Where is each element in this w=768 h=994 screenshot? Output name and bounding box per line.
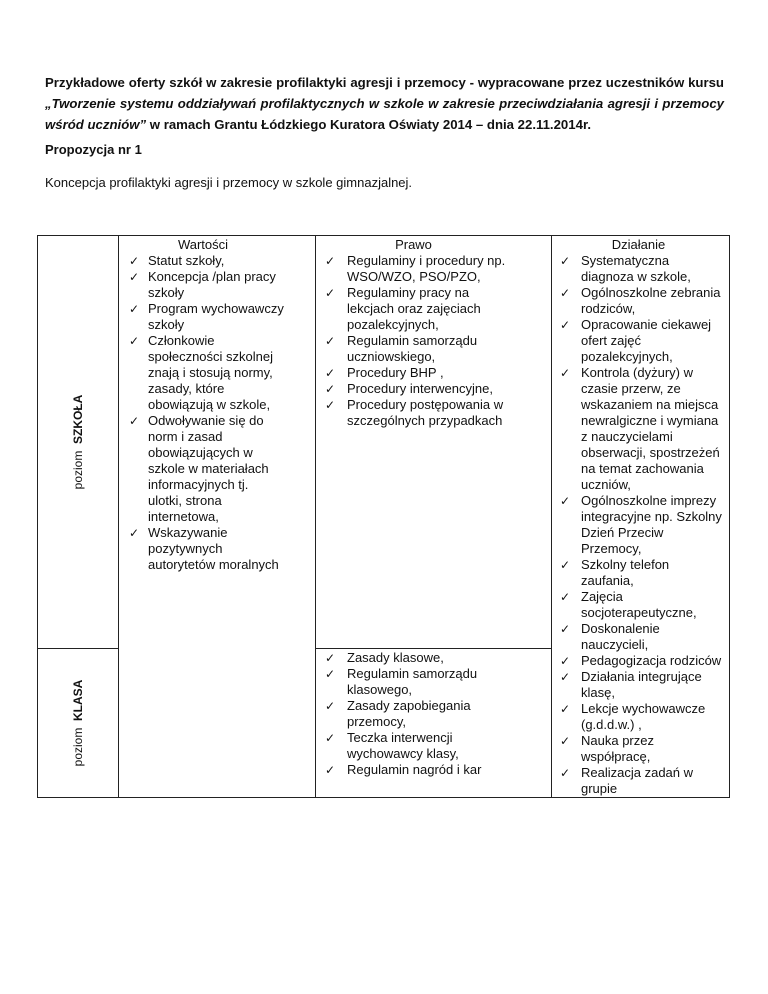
level-school-name: SZKOŁA (71, 394, 85, 444)
list-item: ✓ Regulaminy pracy na lekcjach oraz zajęciach pozalekcyjnych, (316, 285, 511, 333)
list-item: ✓ Odwoływanie się do norm i zasad obowiązujących w szkole w materiałach informacyjnych tj. ulotki, strona internetowa, (121, 413, 285, 525)
list-item: ✓ Procedury BHP , (316, 365, 511, 381)
law-school-cell (316, 236, 552, 649)
list-item: ✓ Wskazywanie pozytywnych autorytetów moralnych (121, 525, 285, 573)
law-school-list (316, 253, 511, 429)
level-school-prefix: poziom (71, 450, 85, 490)
program-table (37, 235, 730, 798)
course-title: „Tworzenie systemu oddziaływań profilaktycznych w szkole w zakresie przeciwdziałania agresji i przemocy wśród uczniów” (45, 96, 724, 132)
concept-title: Koncepcja profilaktyki agresji i przemocy w szkole gimnazjalnej. (45, 175, 413, 190)
list-item: ✓ Koncepcja /plan pracy szkoły (121, 269, 285, 301)
list-item: ✓ Realizacja zadań w grupie (552, 765, 725, 797)
school-row (38, 236, 730, 649)
list-item: ✓ Szkolny telefon zaufania, (552, 557, 725, 589)
list-item: ✓ Systematyczna diagnoza w szkole, (552, 253, 725, 285)
list-item: ✓ Członkowie społeczności szkolnej znają i stosują normy, zasady, które obowiązują w szkole, (121, 333, 285, 413)
list-item: ✓ Pedagogizacja rodziców (552, 653, 725, 669)
level-class-label (71, 679, 85, 766)
level-class-name: KLASA (71, 679, 85, 721)
level-school-label (71, 394, 85, 489)
proposal-heading: Propozycja nr 1 (45, 142, 142, 157)
list-item: ✓ Zasady klasowe, (316, 650, 511, 666)
list-item: ✓ Statut szkoły, (121, 253, 285, 269)
action-list (552, 253, 725, 797)
intro-text-1: Przykładowe oferty szkół w zakresie profilaktyki agresji i przemocy - wypracowane przez uczestników kursu (45, 75, 724, 90)
law-class-cell (316, 648, 552, 798)
list-item: ✓ Nauka przez współpracę, (552, 733, 725, 765)
values-header: Wartości (177, 237, 229, 252)
list-item: ✓ Doskonalenie nauczycieli, (552, 621, 725, 653)
list-item: ✓ Ogólnoszkolne zebrania rodziców, (552, 285, 725, 317)
document-intro (45, 72, 724, 135)
list-item: ✓ Procedury interwencyjne, (316, 381, 511, 397)
list-item: ✓ Program wychowawczy szkoły (121, 301, 285, 333)
values-column (119, 236, 316, 798)
level-school-cell (38, 236, 119, 649)
intro-text-2: w ramach Grantu Łódzkiego Kuratora Oświaty 2014 – dnia 22.11.2014r. (146, 117, 592, 132)
list-item: ✓ Regulaminy i procedury np. WSO/WZO, PSO/PZO, (316, 253, 511, 285)
list-item: ✓ Regulamin nagród i kar (316, 762, 511, 778)
list-item: ✓ Regulamin samorządu uczniowskiego, (316, 333, 511, 365)
list-item: ✓ Regulamin samorządu klasowego, (316, 666, 511, 698)
law-class-list (316, 650, 511, 778)
list-item: ✓ Zasady zapobiegania przemocy, (316, 698, 511, 730)
law-header: Prawo (395, 237, 432, 252)
list-item: ✓ Zajęcia socjoterapeutyczne, (552, 589, 725, 621)
action-column (552, 236, 730, 798)
list-item: ✓ Działania integrujące klasę, (552, 669, 725, 701)
list-item: ✓ Ogólnoszkolne imprezy integracyjne np. Szkolny Dzień Przeciw Przemocy, (552, 493, 725, 557)
list-item: ✓ Kontrola (dyżury) w czasie przerw, ze wskazaniem na miejsca newralgiczne i wymiana z nauczycielami obserwacji, spostrzeżeń na temat zachowania uczniów, (552, 365, 725, 493)
list-item: ✓ Opracowanie ciekawej ofert zajęć pozalekcyjnych, (552, 317, 725, 365)
list-item: ✓ Teczka interwencji wychowawcy klasy, (316, 730, 511, 762)
values-list (121, 253, 285, 573)
level-class-cell (38, 648, 119, 798)
level-class-prefix: poziom (71, 727, 85, 767)
list-item: ✓ Procedury postępowania w szczególnych przypadkach (316, 397, 511, 429)
action-header: Działanie (611, 237, 666, 252)
list-item: ✓ Lekcje wychowawcze (g.d.d.w.) , (552, 701, 725, 733)
